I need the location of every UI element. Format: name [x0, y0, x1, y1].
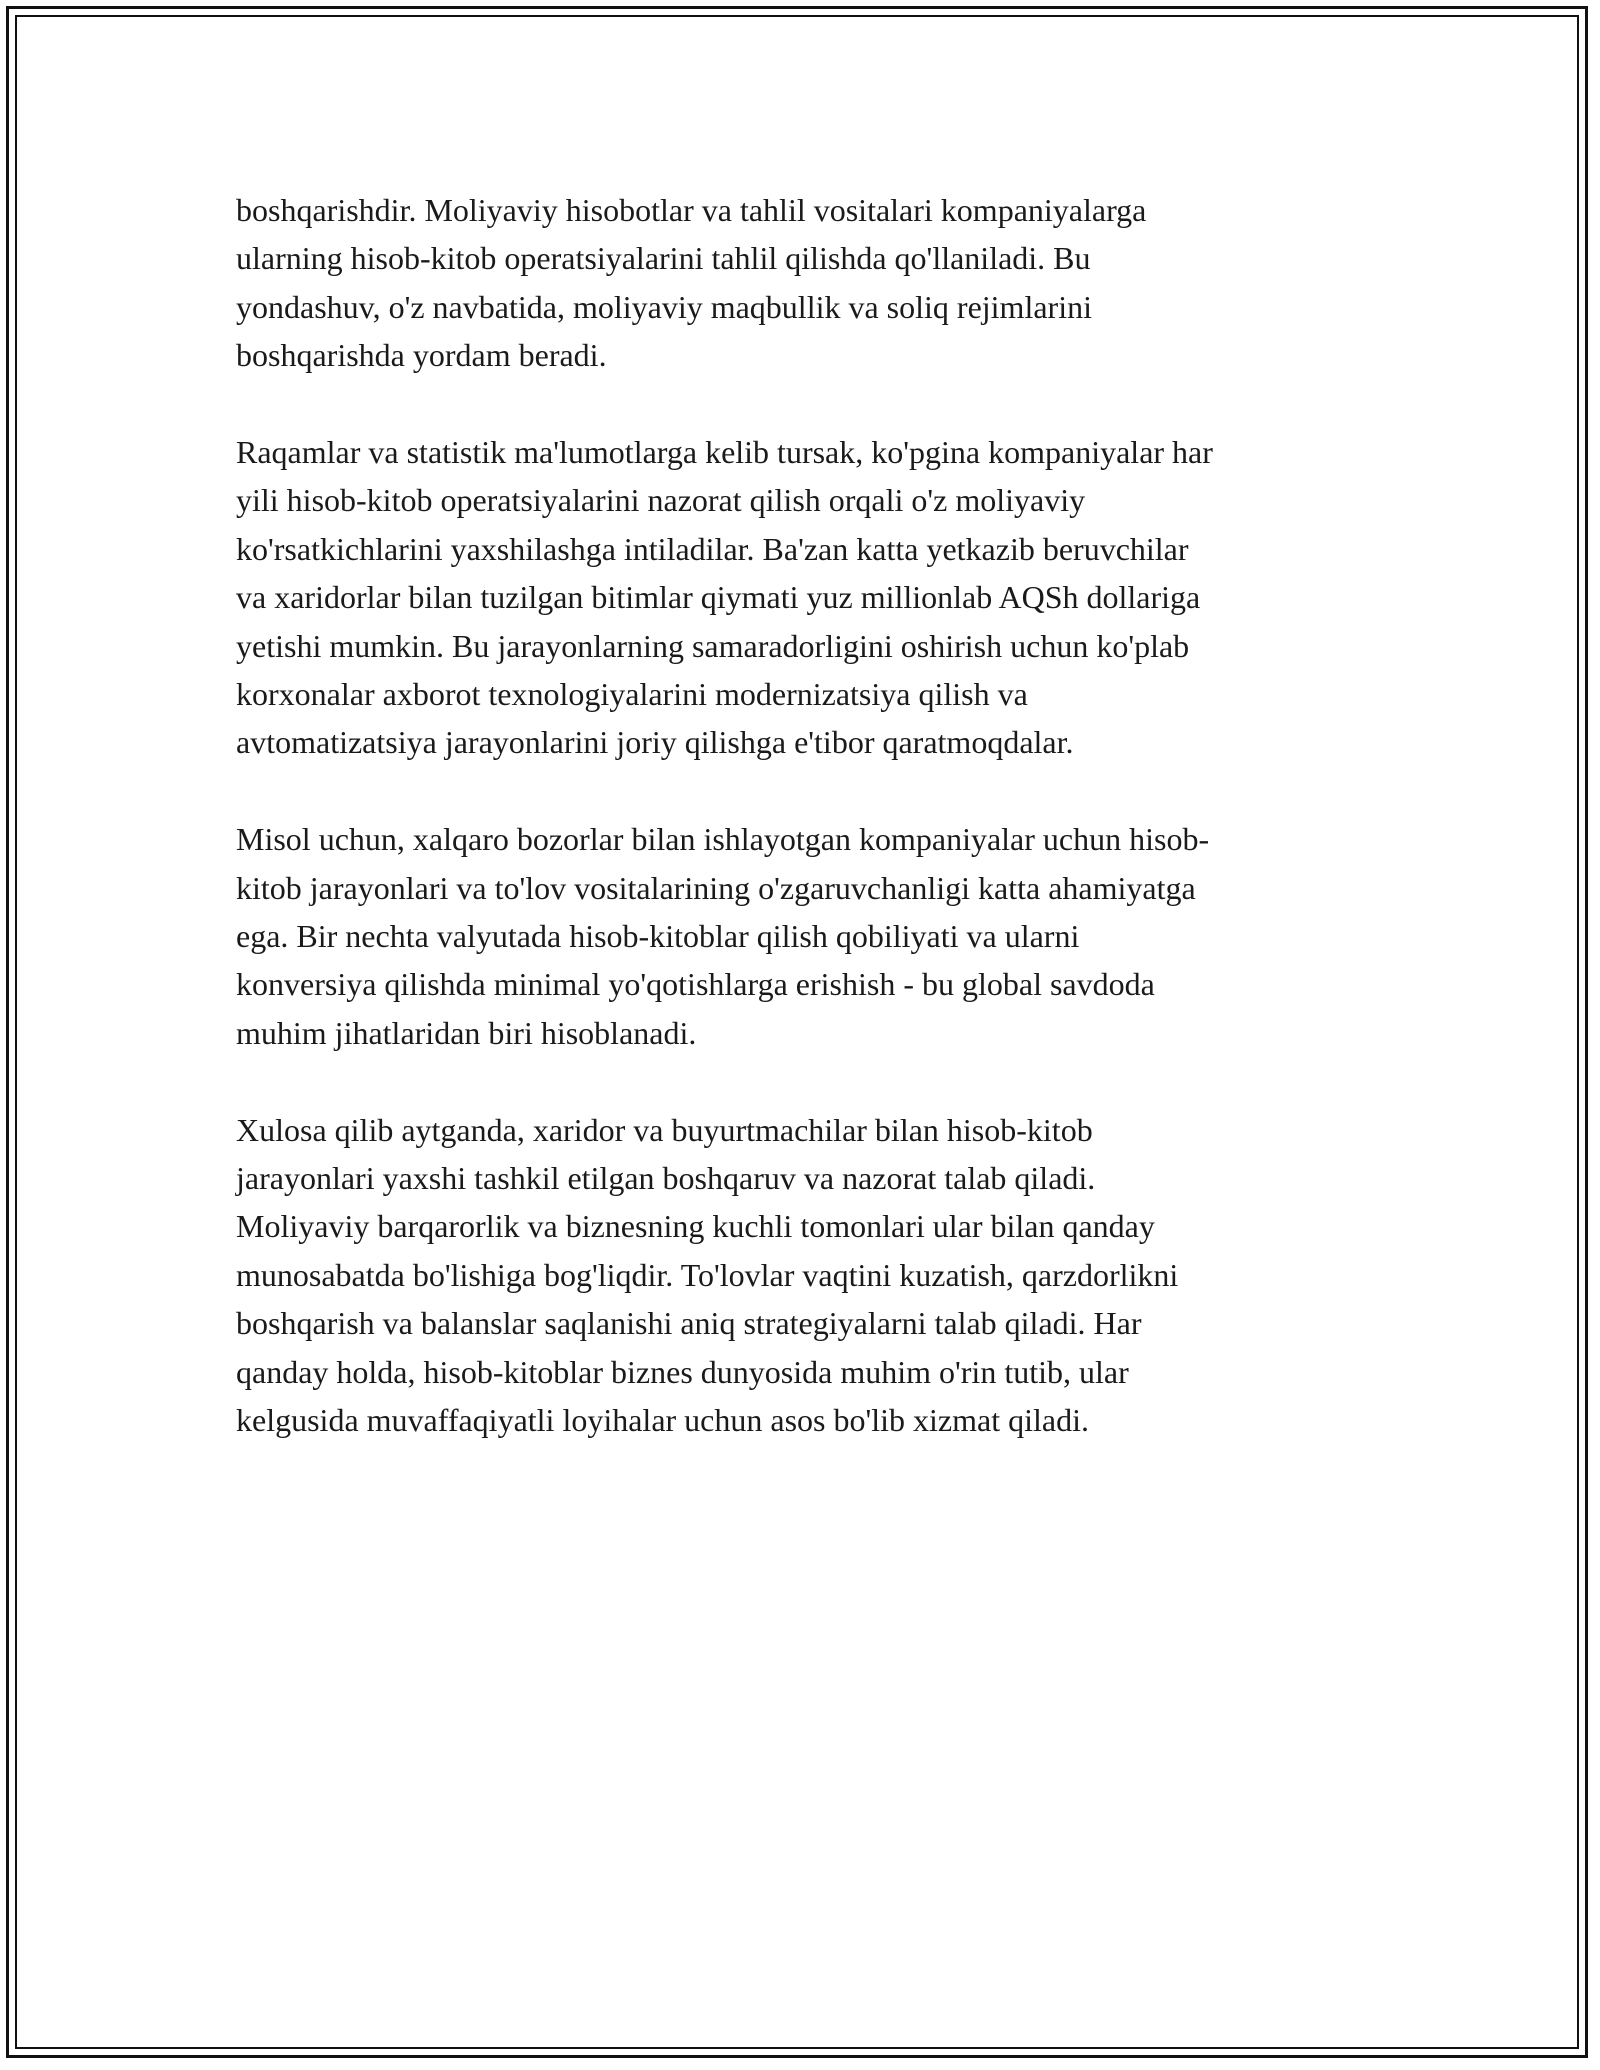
- text-line: va xaridorlar bilan tuzilgan bitimlar qiymati yuz millionlab AQSh dollariga: [236, 579, 1201, 616]
- document-body: [236, 186, 1396, 1445]
- text-line: boshqarish va balanslar saqlanishi aniq strategiyalarni talab qiladi. Har: [236, 1305, 1142, 1342]
- text-line: yondashuv, o'z navbatida, moliyaviy maqbullik va soliq rejimlarini: [236, 288, 1092, 325]
- text-line: boshqarishdir. Moliyaviy hisobotlar va tahlil vositalari kompaniyalarga: [236, 192, 1147, 228]
- text-line: ko'rsatkichlarini yaxshilashga intiladilar. Ba'zan katta yetkazib beruvchilar: [236, 530, 1189, 567]
- text-line: Moliyaviy barqarorlik va biznesning kuchli tomonlari ular bilan qanday: [236, 1208, 1155, 1245]
- text-line: Raqamlar va statistik ma'lumotlarga kelib tursak, ko'pgina kompaniyalar har: [236, 434, 1213, 471]
- text-line: qanday holda, hisob-kitoblar biznes dunyosida muhim o'rin tutib, ular: [236, 1353, 1129, 1390]
- text-line: avtomatizatsiya jarayonlarini joriy qilishga e'tibor qaratmoqdalar.: [236, 724, 1074, 761]
- text-line: konversiya qilishda minimal yo'qotishlarga erishish - bu global savdoda: [236, 966, 1155, 1003]
- text-line: ega. Bir nechta valyutada hisob-kitoblar qilish qobiliyati va ularni: [236, 918, 1080, 955]
- text-line: munosabatda bo'lishiga bog'liqdir. To'lovlar vaqtini kuzatish, qarzdorlikni: [236, 1256, 1179, 1293]
- text-line: yili hisob-kitob operatsiyalarini nazorat qilish orqali o'z moliyaviy: [236, 482, 1086, 519]
- paragraph-2: [236, 428, 1396, 767]
- text-line: yetishi mumkin. Bu jarayonlarning samaradorligini oshirish uchun ko'plab: [236, 627, 1190, 664]
- paragraph-3: [236, 815, 1396, 1057]
- text-line: kelgusida muvaffaqiyatli loyihalar uchun asos bo'lib xizmat qiladi.: [236, 1402, 1089, 1439]
- text-line: ularning hisob-kitob operatsiyalarini tahlil qilishda qo'llaniladi. Bu: [236, 240, 1091, 277]
- text-line: boshqarishda yordam beradi.: [236, 337, 607, 374]
- text-line: jarayonlari yaxshi tashkil etilgan boshqaruv va nazorat talab qiladi.: [236, 1160, 1096, 1197]
- paragraph-4: [236, 1106, 1396, 1445]
- text-line: Xulosa qilib aytganda, xaridor va buyurtmachilar bilan hisob-kitob: [236, 1111, 1093, 1148]
- text-line: kitob jarayonlari va to'lov vositalarining o'zgaruvchanligi katta ahamiyatga: [236, 869, 1196, 906]
- text-line: Misol uchun, xalqaro bozorlar bilan ishlayotgan kompaniyalar uchun hisob-: [236, 821, 1210, 858]
- paragraph-1: [236, 186, 1396, 380]
- text-line: muhim jihatlaridan biri hisoblanadi.: [236, 1014, 697, 1051]
- text-line: korxonalar axborot texnologiyalarini modernizatsiya qilish va: [236, 676, 1028, 713]
